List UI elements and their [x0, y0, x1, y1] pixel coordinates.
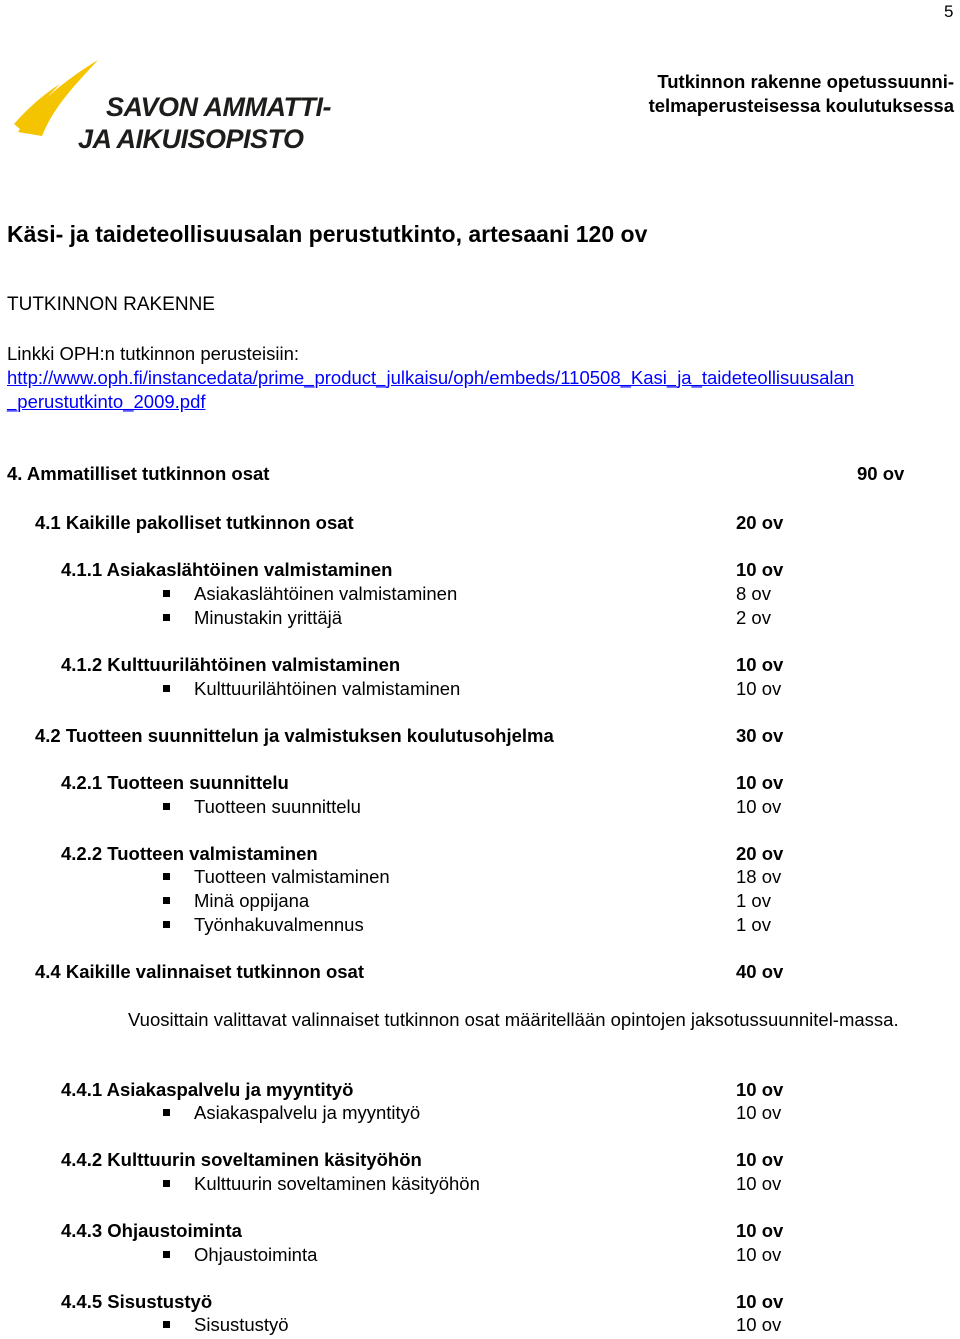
- section-4-1-ov: 20 ov: [736, 512, 784, 533]
- square-bullet-icon: [163, 590, 170, 597]
- section-4-2-ov: 30 ov: [736, 725, 784, 746]
- logo-text-line2: JA AIKUISOPISTO: [78, 124, 304, 154]
- square-bullet-icon: [163, 685, 170, 692]
- list-item: Sisustustyö: [163, 1314, 289, 1336]
- link-label: Linkki OPH:n tutkinnon perusteisiin:: [7, 343, 300, 364]
- section-4-4-2-ov: 10 ov: [736, 1149, 784, 1170]
- list-item-ov: 1 ov: [736, 890, 771, 911]
- list-item-ov: 10 ov: [736, 1314, 782, 1335]
- section-4-1-1-label: 4.1.1 Asiakaslähtöinen valmistaminen: [61, 559, 393, 580]
- list-item: Minä oppijana: [163, 890, 309, 912]
- logo-text-line1: SAVON AMMATTI-: [106, 92, 331, 122]
- square-bullet-icon: [163, 1251, 170, 1258]
- list-item-ov: 10 ov: [736, 1244, 782, 1265]
- square-bullet-icon: [163, 803, 170, 810]
- section-4-4-3-label: 4.4.3 Ohjaustoiminta: [61, 1220, 242, 1241]
- list-item: Minustakin yrittäjä: [163, 607, 342, 629]
- section-4-2-2-ov: 20 ov: [736, 843, 784, 864]
- section-4-1-2-label: 4.1.2 Kulttuurilähtöinen valmistaminen: [61, 654, 401, 675]
- list-item-ov: 18 ov: [736, 866, 782, 887]
- header-title-line2: telmaperusteisessa koulutuksessa: [648, 95, 954, 116]
- list-item: Asiakaspalvelu ja myyntityö: [163, 1102, 420, 1124]
- section-4-label: 4. Ammatilliset tutkinnon osat: [7, 463, 270, 484]
- oph-link-line2[interactable]: _perustutkinto_2009.pdf: [7, 391, 206, 412]
- section-4-4-label: 4.4 Kaikille valinnaiset tutkinnon osat: [35, 961, 364, 982]
- list-item-ov: 1 ov: [736, 914, 771, 935]
- square-bullet-icon: [163, 1109, 170, 1116]
- list-item-ov: 2 ov: [736, 607, 771, 628]
- list-item: Kulttuurin soveltaminen käsityöhön: [163, 1173, 480, 1195]
- square-bullet-icon: [163, 614, 170, 621]
- header-title-line1: Tutkinnon rakenne opetussuunni-: [657, 71, 954, 92]
- oph-link-line1[interactable]: http://www.oph.fi/instancedata/prime_product_julkaisu/oph/embeds/110508_Kasi_ja_taideteollisuusalan: [7, 367, 855, 388]
- section-4-ov: 90 ov: [857, 463, 905, 484]
- square-bullet-icon: [163, 921, 170, 928]
- square-bullet-icon: [163, 873, 170, 880]
- list-item: Tuotteen valmistaminen: [163, 866, 390, 888]
- section-heading: TUTKINNON RAKENNE: [7, 294, 215, 315]
- list-item-ov: 10 ov: [736, 1173, 782, 1194]
- page-number: 5: [944, 2, 954, 21]
- section-4-4-1-ov: 10 ov: [736, 1079, 784, 1100]
- document-title: Käsi- ja taideteollisuusalan perustutkinto, artesaani 120 ov: [7, 221, 648, 247]
- list-item-ov: 8 ov: [736, 583, 771, 604]
- section-4-4-3-ov: 10 ov: [736, 1220, 784, 1241]
- square-bullet-icon: [163, 897, 170, 904]
- square-bullet-icon: [163, 1321, 170, 1328]
- square-bullet-icon: [163, 1180, 170, 1187]
- list-item-ov: 10 ov: [736, 1102, 782, 1123]
- section-4-2-1-ov: 10 ov: [736, 772, 784, 793]
- list-item-ov: 10 ov: [736, 796, 782, 817]
- section-4-4-1-label: 4.4.1 Asiakaspalvelu ja myyntityö: [61, 1079, 354, 1100]
- logo: [14, 54, 354, 160]
- section-4-1-label: 4.1 Kaikille pakolliset tutkinnon osat: [35, 512, 354, 533]
- section-4-2-1-label: 4.2.1 Tuotteen suunnittelu: [61, 772, 289, 793]
- list-item: Asiakaslähtöinen valmistaminen: [163, 583, 457, 605]
- section-4-1-1-ov: 10 ov: [736, 559, 784, 580]
- list-item-ov: 10 ov: [736, 678, 782, 699]
- list-item: Tuotteen suunnittelu: [163, 796, 361, 818]
- header-title: [649, 70, 954, 118]
- list-item: Ohjaustoiminta: [163, 1244, 317, 1266]
- section-4-2-2-label: 4.2.2 Tuotteen valmistaminen: [61, 843, 318, 864]
- section-4-1-2-ov: 10 ov: [736, 654, 784, 675]
- section-4-2-label: 4.2 Tuotteen suunnittelun ja valmistuksen koulutusohjelma: [35, 725, 554, 746]
- section-4-4-note: Vuosittain valittavat valinnaiset tutkinnon osat määritellään opintojen jaksotussuunnitel-massa.: [128, 1009, 899, 1030]
- section-4-4-5-ov: 10 ov: [736, 1291, 784, 1312]
- list-item: Työnhakuvalmennus: [163, 914, 364, 936]
- section-4-4-2-label: 4.4.2 Kulttuurin soveltaminen käsityöhön: [61, 1149, 422, 1170]
- list-item: Kulttuurilähtöinen valmistaminen: [163, 678, 460, 700]
- section-4-4-ov: 40 ov: [736, 961, 784, 982]
- section-4-4-5-label: 4.4.5 Sisustustyö: [61, 1291, 213, 1312]
